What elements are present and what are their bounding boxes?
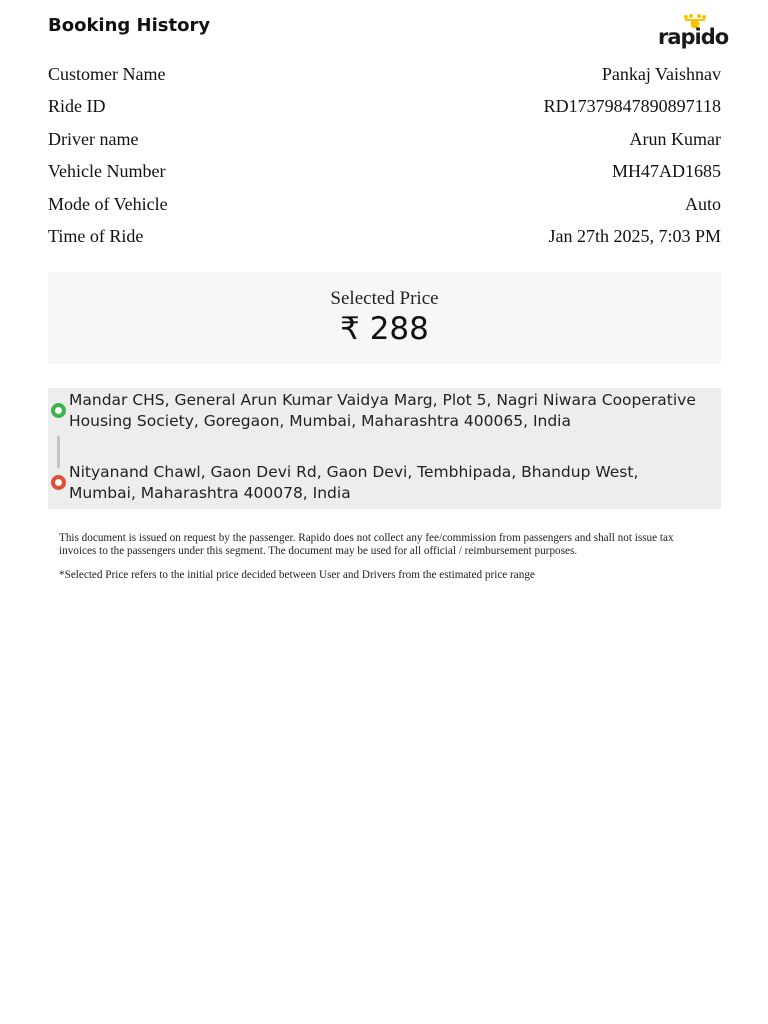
detail-row-time-of-ride <box>48 221 721 254</box>
detail-value: RD17379847890897118 <box>543 96 721 117</box>
detail-value: Auto <box>685 193 721 214</box>
detail-row-ride-id <box>48 91 721 124</box>
page-title: Booking History <box>48 15 211 36</box>
detail-row-driver-name <box>48 123 721 156</box>
route-connector <box>57 436 60 468</box>
detail-value: MH47AD1685 <box>611 161 721 182</box>
booking-details <box>48 58 721 253</box>
detail-label: Time of Ride <box>48 226 144 247</box>
disclaimer-note: This document is issued on request by the passenger. Rapido does not collect any fee/commission from passengers and shall not issue tax invoices to the passengers under this segment. The document may be used for all official / reimbursement purposes. <box>59 532 674 557</box>
drop-address: Nityanand Chawl, Gaon Devi Rd, Gaon Devi, Tembhipada, Bhandup West, Mumbai, Maharashtra 400078, India <box>69 463 639 502</box>
detail-row-customer-name <box>48 58 721 91</box>
rapido-logo <box>658 14 729 54</box>
route-card <box>48 388 721 509</box>
detail-label: Customer Name <box>48 63 166 84</box>
detail-value: Jan 27th 2025, 7:03 PM <box>548 226 721 247</box>
price-footnote: *Selected Price refers to the initial price decided between User and Drivers from the estimated price range <box>59 569 535 581</box>
detail-row-mode-of-vehicle <box>48 188 721 221</box>
detail-label: Mode of Vehicle <box>48 193 168 214</box>
selected-price-label: Selected Price <box>330 288 439 309</box>
detail-row-vehicle-number <box>48 156 721 189</box>
detail-label: Ride ID <box>48 96 106 117</box>
rapido-logo-text: rapido <box>658 25 729 49</box>
drop-location-icon <box>51 475 66 490</box>
selected-price-value: ₹ 288 <box>340 311 429 347</box>
pickup-address: Mandar CHS, General Arun Kumar Vaidya Marg, Plot 5, Nagri Niwara Cooperative Housing Society, Goregaon, Mumbai, Maharashtra 400065, India <box>69 391 696 430</box>
detail-label: Vehicle Number <box>48 161 166 182</box>
detail-label: Driver name <box>48 128 139 149</box>
detail-value: Arun Kumar <box>629 128 721 149</box>
pickup-location-icon <box>51 403 66 418</box>
detail-value: Pankaj Vaishnav <box>601 63 721 84</box>
selected-price-card <box>48 272 721 364</box>
